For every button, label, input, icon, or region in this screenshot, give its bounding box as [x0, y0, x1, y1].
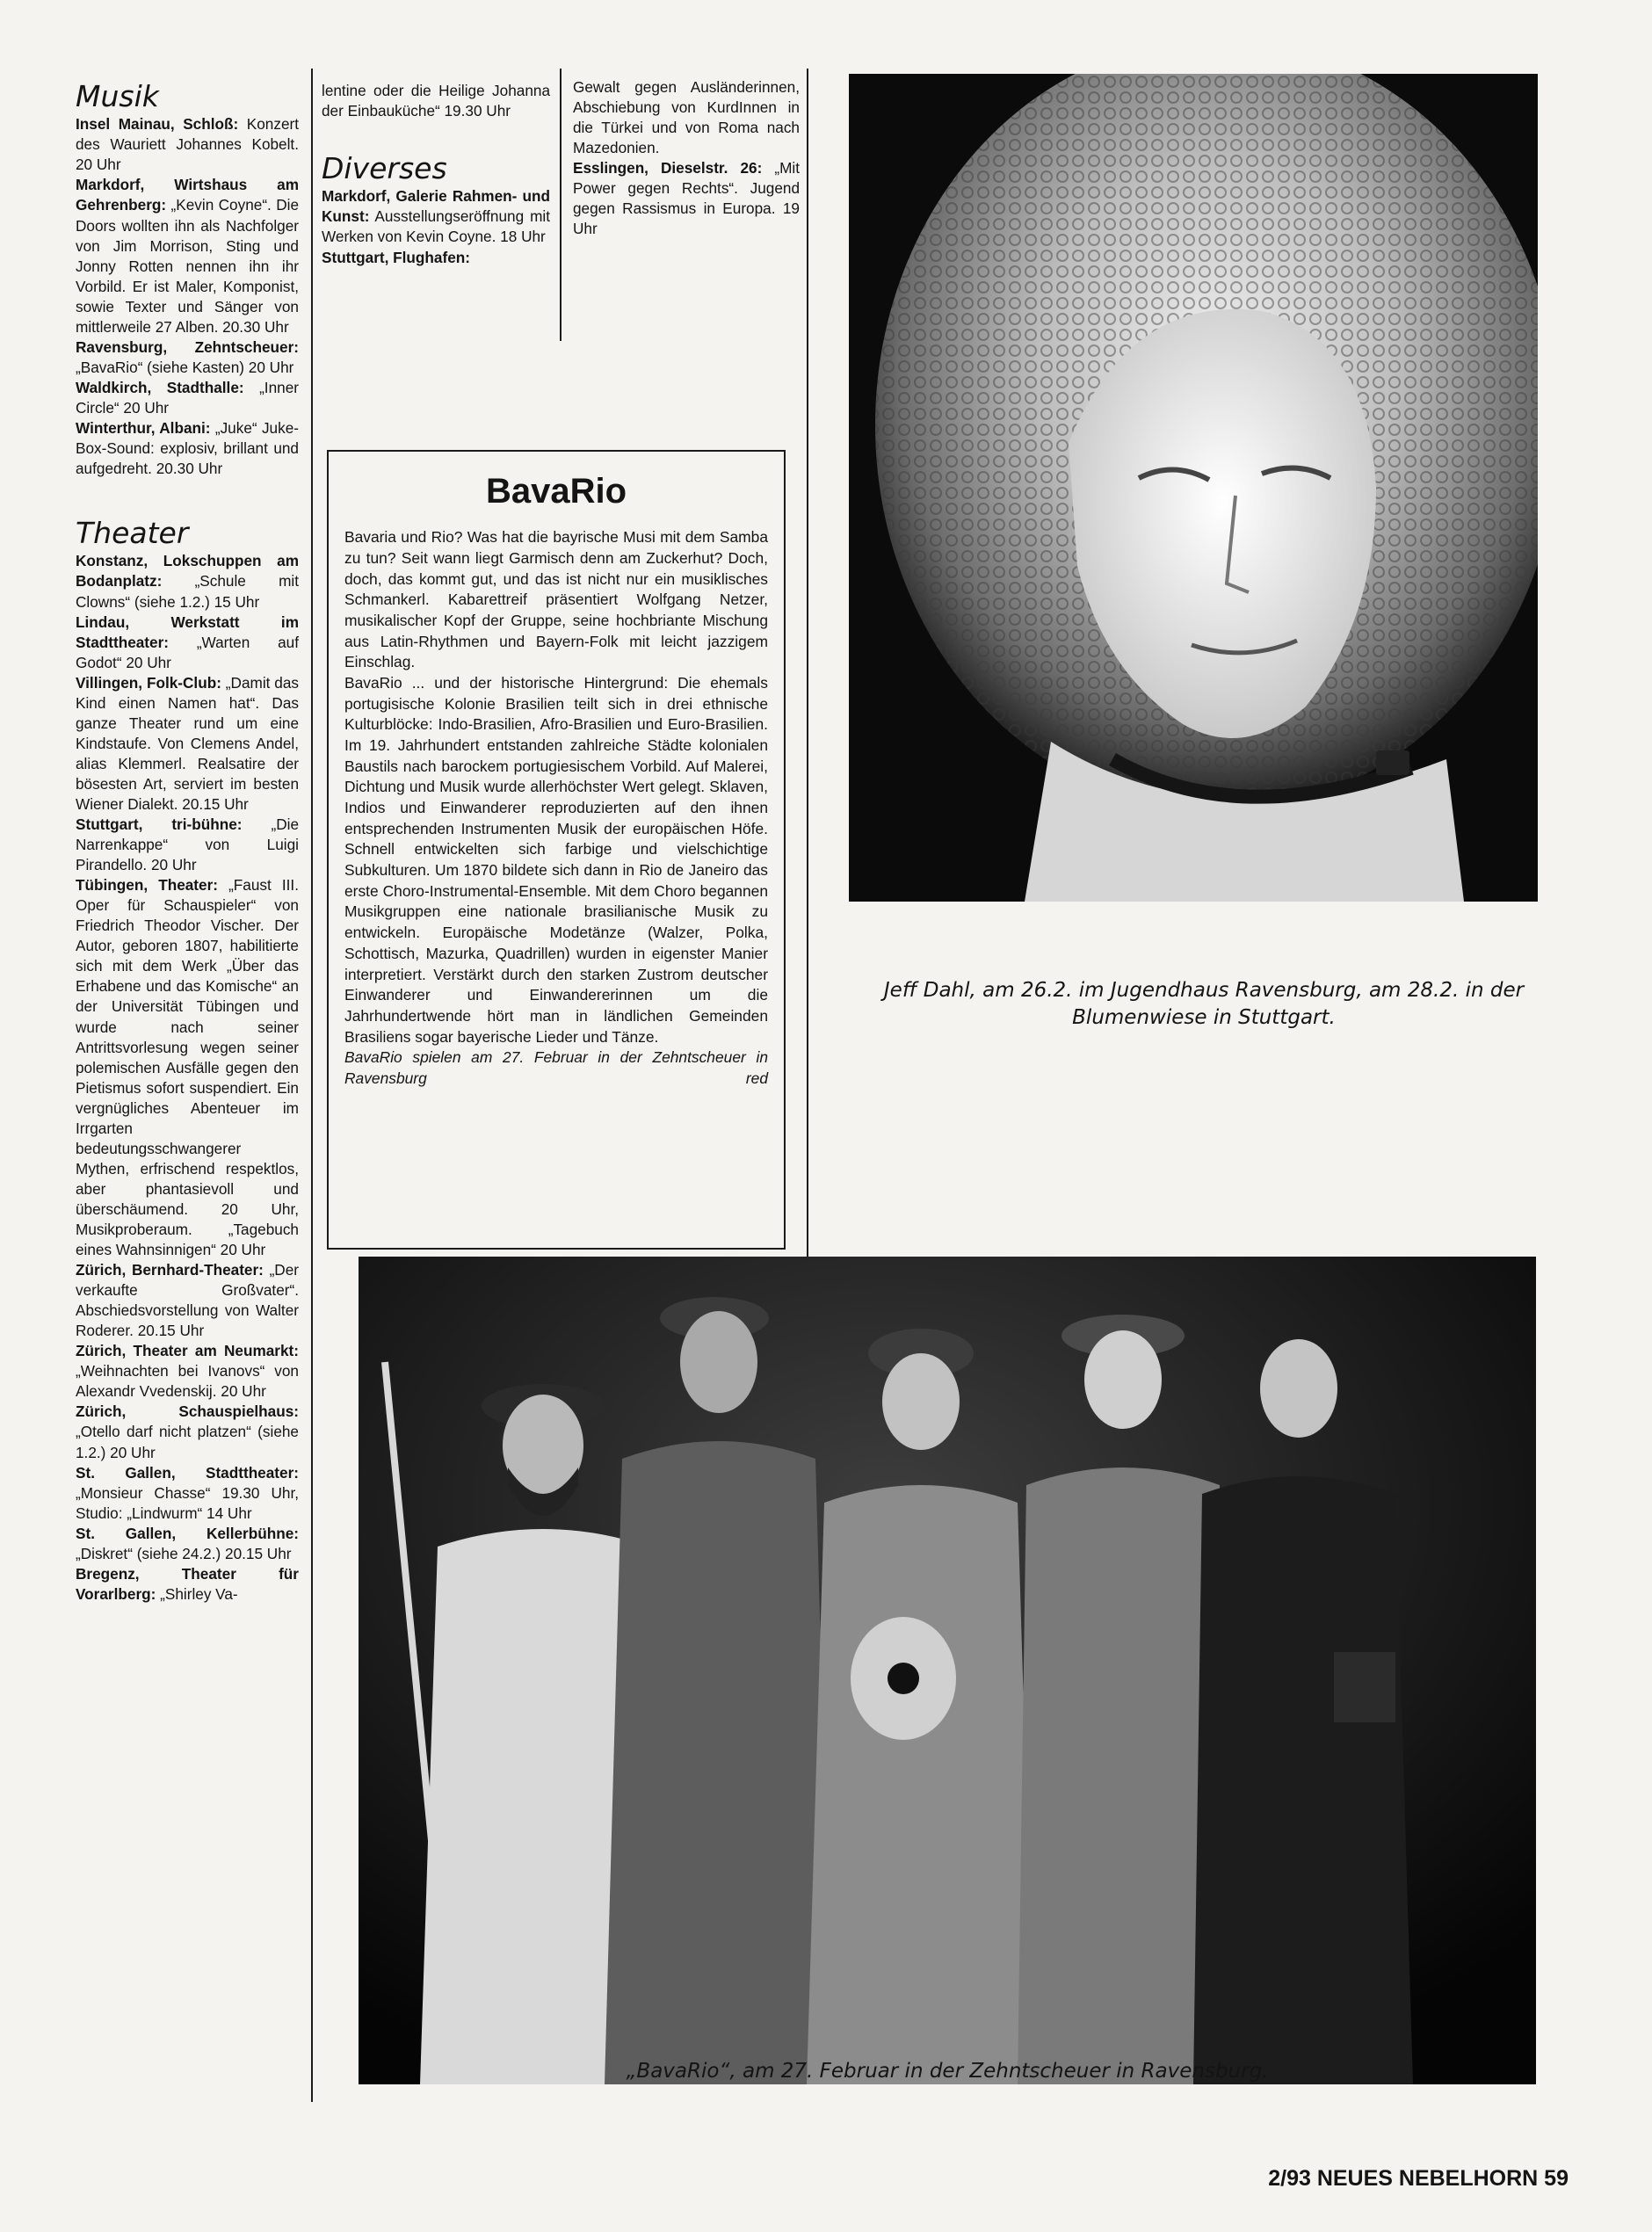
column-divider [311, 69, 313, 2102]
listing-venue: Esslingen, Dieselstr. 26: [573, 159, 763, 178]
section-heading-musik: Musik [76, 79, 159, 113]
listing-entry [76, 1463, 299, 1524]
listing-entry [76, 114, 299, 175]
theater-listings [76, 551, 299, 1604]
listing-details: Konzert des Wauriett Johannes Kobelt. 20 Uhr [76, 115, 299, 174]
listing-entry [76, 1564, 299, 1605]
listing-venue: Stuttgart, Flughafen: [322, 248, 470, 266]
listing-details: „BavaRio“ (siehe Kasten) 20 Uhr [76, 358, 294, 376]
listing-details: Ausstellungseröffnung mit Werken von Kevin Coyne. 18 Uhr [322, 207, 550, 246]
listing-venue: Markdorf, Galerie Rahmen- und Kunst: [322, 187, 550, 226]
listing-entry [76, 1260, 299, 1341]
column-divider [560, 69, 562, 341]
listing-details: „Damit das Kind einen Namen hat“. Das ganze Theater rund um eine Kindstaufe. Von Clemens Andel, alias Klemmerl. Realsatire der bösesten Art, serviert im besten Wiener Dialekt. 20.15 Uhr [76, 673, 300, 813]
listing-details: „Mit Power gegen Rechts“. Jugend gegen Rassismus in Europa. 19 Uhr [573, 159, 800, 238]
box-credit [344, 1047, 768, 1089]
listing-venue: Zürich, Bernhard-Theater: [76, 1261, 264, 1279]
listing-venue: Ravensburg, Zehntscheuer: [76, 337, 299, 356]
listing-entry [76, 1524, 299, 1564]
continued-text: lentine oder die Heilige Johanna der Einbauküche“ 19.30 Uhr [322, 82, 550, 120]
listing-entry [76, 1341, 299, 1402]
section-heading-diverses: Diverses [322, 151, 447, 186]
listing-entry [322, 248, 550, 268]
listings-column-3 [573, 77, 800, 239]
listing-details: „Shirley Va- [156, 1584, 238, 1603]
box-credit-text: BavaRio spielen am 27. Februar in der Zehntscheuer in Ravensburg [344, 1048, 768, 1087]
listing-venue: Winterthur, Albani: [76, 419, 211, 437]
section-heading-theater: Theater [76, 516, 189, 551]
listing-entry [76, 337, 299, 378]
listing-entry [76, 175, 299, 337]
listing-venue: Stuttgart, tri-bühne: [76, 815, 243, 834]
portrait-caption: Jeff Dahl, am 26.2. im Jugendhaus Ravensburg, am 28.2. in der Blumenwiese in Stuttgart. [883, 979, 1525, 1030]
listing-venue: Lindau, Werkstatt im Stadttheater: [76, 612, 299, 651]
listing-venue: Villingen, Folk-Club: [76, 673, 221, 692]
listing-entry [76, 551, 299, 612]
listing-entry [76, 673, 299, 815]
portrait-image [849, 74, 1538, 902]
listings-continued [573, 158, 800, 239]
listing-venue: Waldkirch, Stadthalle: [76, 378, 244, 396]
diverses-listings [322, 186, 550, 267]
listing-details: „Monsieur Chasse“ 19.30 Uhr, Studio: „Lindwurm“ 14 Uhr [76, 1483, 299, 1522]
listing-details: „Weihnachten bei Ivanovs“ von Alexandr Vvedenskij. 20 Uhr [76, 1362, 299, 1401]
band-photo [359, 1257, 1536, 2084]
box-paragraph: BavaRio ... und der historische Hintergrund: Die ehemals portugisische Kolonie Brasilien teilt sich in drei ethnische Kulturblöcke: Indo-Brasilien, Afro-Brasilien und Euro-Brasilien. Im 19. Jahrhundert entstanden zahlreiche Städte kolonialen Baustils nach barockem portugiesischem Vorbild. Auf Malerei, Dichtung und Musik wurde allerhöchster Wert gelegt. Sklaven, Indios und Einwanderer reproduzierten auf den ihnen entsprechenden Instrumenten Musik der europäischen Höfe. Schnell entwickelten sich farbige und vielschichtige Subkulturen. Um 1870 bildete sich dann in Rio de Janeiro das erste Choro-Instrumental-Ensemble. Mit dem Choro begannen Musikgruppen eine nationale brasilianische Musik zu entwickeln. Europäische Modetänze (Walzer, Polka, Schottisch, Mazurka, Quadrillen) wurden in eigenster Manier interpretiert. Verstärkt durch den starken Zustrom deutscher Einwanderer und Einwandererinnen um die Jahrhundertwende hört man in ländlichen Gemeinden Brasiliens sogar bayerische Lieder und Tänze. [344, 674, 768, 1046]
box-title: BavaRio [485, 472, 627, 511]
listing-venue: St. Gallen, Stadttheater: [76, 1463, 299, 1482]
listing-venue: Markdorf, Wirtshaus am Gehrenberg: [76, 176, 299, 214]
column-divider [807, 69, 808, 1257]
band-caption: „BavaRio“, am 27. Februar in der Zehntscheuer in Ravensburg. [626, 2060, 1269, 2083]
listings-column-1 [76, 81, 299, 1605]
listing-venue: Zürich, Theater am Neumarkt: [76, 1342, 299, 1360]
listing-details: „Die Narrenkappe“ von Luigi Pirandello. 20 Uhr [76, 815, 299, 874]
listing-details: „Inner Circle“ 20 Uhr [76, 378, 299, 417]
listing-entry [76, 378, 299, 418]
listing-details: „Kevin Coyne“. Die Doors wollten ihn als Nachfolger von Jim Morrison, Sting und Jonny Rotten nennen ihn ihr Vorbild. Er ist Maler, Komponist, sowie Texter und Sänger von mittlerweile 27 Alben. 20.30 Uhr [76, 196, 299, 336]
listing-venue: Tübingen, Theater: [76, 876, 218, 895]
box-author: red [745, 1069, 768, 1087]
listing-details: „Juke“ Juke-Box-Sound: explosiv, brillant und aufgedreht. 20.30 Uhr [76, 419, 299, 478]
portrait-photo [849, 74, 1538, 902]
box-paragraph: Bavaria und Rio? Was hat die bayrische Musi mit dem Samba zu tun? Seit wann liegt Garmisch denn am Zuckerhut? Doch, doch, das kommt gut, und das ist nicht nur ein musiklisches Schmankerl. Kabarettreif präsentiert Wolfgang Netzer, musikalischer Kopf der Gruppe, seine hochbriante Mischung aus Latin-Rhythmen und Bayern-Folk mit leicht jazzigem Einschlag. [344, 528, 768, 671]
musik-listings [76, 114, 299, 479]
listing-entry [76, 418, 299, 479]
bavario-box [327, 450, 786, 1250]
listing-venue: Bregenz, Theater für Vorarlberg: [76, 1564, 299, 1603]
listing-entry [76, 612, 299, 673]
listing-details: „Schule mit Clowns“ (siehe 1.2.) 15 Uhr [76, 572, 299, 611]
listing-details: „Der verkaufte Großvater“. Abschiedsvorstellung von Walter Roderer. 20.15 Uhr [76, 1261, 299, 1340]
band-image [359, 1257, 1536, 2084]
listing-entry [76, 1402, 299, 1462]
listing-venue: Zürich, Schauspielhaus: [76, 1402, 299, 1421]
listing-venue: Insel Mainau, Schloß: [76, 115, 239, 134]
listings-column-2 [322, 81, 550, 268]
page-footer: 2/93 NEUES NEBELHORN 59 [1268, 2166, 1569, 2191]
continued-text: Gewalt gegen Ausländerinnen, Abschiebung von KurdInnen in die Türkei und von Roma nach Mazedonien. [573, 78, 800, 157]
listing-entry [76, 875, 299, 1260]
listing-venue: St. Gallen, Kellerbühne: [76, 1524, 299, 1542]
listing-entry [573, 158, 800, 239]
listing-details: „Faust III. Oper für Schauspieler“ von Friedrich Theodor Vischer. Der Autor, geboren 1807, habilitierte sich mit dem Werk „Über das Erhabene und das Komische“ an der Universität Tübingen und wurde nach seiner Antrittsvorlesung wegen seiner polemischen Ausfälle gegen den Pietismus sofort suspendiert. Ein vergnügliches Abenteuer im Irrgarten bedeutungsschwangerer Mythen, erfrischend respektlos, aber phantasievoll und überschäumend. 20 Uhr, Musikproberaum. „Tagebuch eines Wahnsinnigen“ 20 Uhr [76, 876, 299, 1259]
listing-entry [76, 815, 299, 875]
listing-venue: Konstanz, Lokschuppen am Bodanplatz: [76, 552, 299, 591]
listing-details: „Otello darf nicht platzen“ (siehe 1.2.) 20 Uhr [76, 1423, 299, 1461]
listing-details: „Warten auf Godot“ 20 Uhr [76, 633, 299, 671]
listing-entry [322, 186, 550, 247]
listing-details: „Diskret“ (siehe 24.2.) 20.15 Uhr [76, 1544, 292, 1562]
